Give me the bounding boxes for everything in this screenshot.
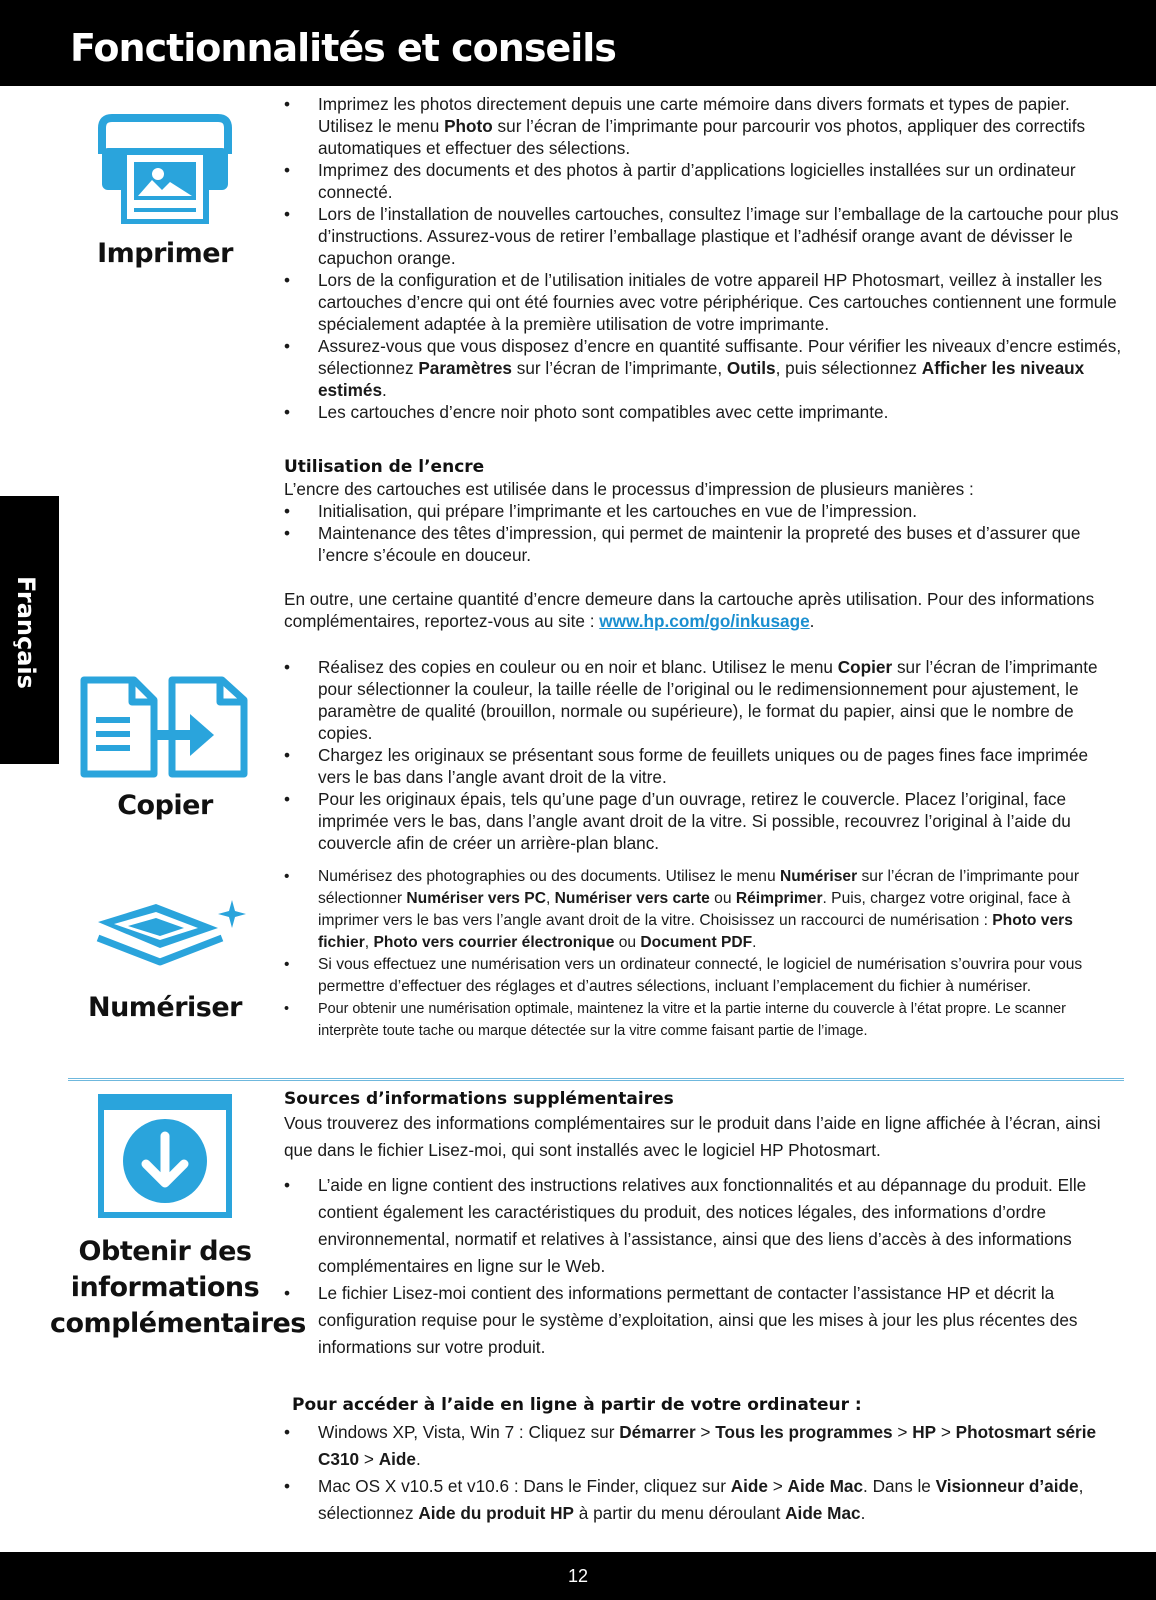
online-help-mac: • Mac OS X v10.5 et v10.6 : Dans le Finder, cliquez sur Aide > Aide Mac. Dans le Visionneur d’aide, sélectionnez Aide du produit HP à partir du menu déroulant Aide Mac. [284,1473,1124,1527]
info-bullet-2: • Le fichier Lisez-moi contient des informations permettant de contacter l’assistance HP et décrit la configuration requise pour le système d’exploitation, ainsi que les mises à jour les plus récentes des informations sur votre produit. [284,1280,1124,1361]
scan-bullet-3: • Pour obtenir une numérisation optimale, maintenez la vitre et la partie interne du couvercle à l’état propre. Le scanner interprète toute tache ou marque détectée sur la vitre comme faisant partie de l’image. [284,998,1124,1042]
copy-label: Copier [117,790,213,821]
ink-bullet-2: • Maintenance des têtes d’impression, qui permet de maintenir la propreté des buses et d’assurer que l’encre s’écoule en douceur. [284,522,1124,566]
copy-bullet-3: • Pour les originaux épais, tels qu’une page d’un ouvrage, retirez le couvercle. Placez l’original, face imprimée vers le bas, dans l’angle avant droit de la vitre. Si possible, recouvrez l’original à l’aide du couvercle afin de créer un arrière-plan blanc. [284,788,1124,854]
scanner-icon [94,900,254,976]
download-info-icon [98,1094,232,1218]
language-tab [0,496,59,764]
info-section [284,1088,1124,1361]
print-bullet-3: • Lors de l’installation de nouvelles cartouches, consultez l’image sur l’emballage de la cartouche pour plus d’instructions. Assurez-vous de retirer l’emballage plastique et l’adhésif orange avant de dévisser le capuchon orange. [284,203,1124,269]
online-help-heading: Pour accéder à l’aide en ligne à partir de votre ordinateur : [292,1395,862,1415]
print-label: Imprimer [97,238,233,269]
info-bullet-1: • L’aide en ligne contient des instructions relatives aux fonctionnalités et au dépannage du produit. Elle contient également les caractéristiques du produit, des notices légales, des informations d’ordre environnemental, normatif et relatives à l’assistance, ainsi que des liens d’accès à des informations complémentaires en ligne sur le Web. [284,1172,1124,1280]
ink-usage-intro: L’encre des cartouches est utilisée dans le processus d’impression de plusieurs manières : [284,479,974,499]
ink-bullet-1: • Initialisation, qui prépare l’imprimante et les cartouches en vue de l’impression. [284,500,1124,522]
scan-bullet-1: • Numérisez des photographies ou des documents. Utilisez le menu Numériser sur l’écran de l’imprimante pour sélectionner Numériser vers PC, Numériser vers carte ou Réimprimer. Puis, chargez votre original, face à imprimer vers le bas vers l’angle avant droit de la vitre. Choisissez un raccourci de numérisation : Photo vers fichier, Photo vers courrier électronique ou Document PDF. [284,866,1124,954]
ink-usage-heading: Utilisation de l’encre [284,457,485,477]
print-section [284,93,1124,423]
print-bullet-5: • Assurez-vous que vous disposez d’encre en quantité suffisante. Pour vérifier les niveaux d’encre estimés, sélectionnez Paramètres sur l’écran de l’imprimante, Outils, puis sélectionnez Afficher les niveaux estimés. [284,335,1124,401]
print-bullet-6: • Les cartouches d’encre noir photo sont compatibles avec cette imprimante. [284,401,1124,423]
print-bullet-4: • Lors de la configuration et de l’utilisation initiales de votre appareil HP Photosmart, veillez à installer les cartouches d’encre qui ont été fournies avec votre périphérique. Ces cartouches contiennent une formule spécialement adaptée à la première utilisation de votre imprimante. [284,269,1124,335]
footer-bar [0,1552,1156,1600]
scan-label: Numériser [87,992,243,1023]
copy-bullet-1: • Réalisez des copies en couleur ou en noir et blanc. Utilisez le menu Copier sur l’écran de l’imprimante pour sélectionner la couleur, la taille réelle de l’original ou le redimensionnement pour ajustement, le paramètre de qualité (brouillon, normale ou supérieure), le format du papier, ainsi que le nombre de copies. [284,656,1124,744]
scan-section [284,866,1124,1042]
info-heading: Sources d’informations supplémentaires [284,1089,674,1109]
scan-bullet-2: • Si vous effectuez une numérisation vers un ordinateur connecté, le logiciel de numérisation s’ouvrira pour vous permettre d’effectuer des réglages et d’autres sélections, incluant l’emplacement du fichier à numériser. [284,954,1124,998]
print-bullet-2: • Imprimez des documents et des photos à partir d’applications logicielles installées sur un ordinateur connecté. [284,159,1124,203]
ink-usage-extra: En outre, une certaine quantité d’encre demeure dans la cartouche après utilisation. Pour des informations complémentaires, reportez-vous au site : www.hp.com/go/inkusage. [284,589,1095,631]
info-intro: Vous trouverez des informations complémentaires sur le produit dans l’aide en ligne affichée à l’écran, ainsi que dans le fichier Lisez-moi, qui sont installés avec le logiciel HP Photosmart. [284,1113,1101,1160]
info-label-line-3: complémentaires [50,1308,306,1339]
info-label-line-2: informations [70,1272,260,1303]
section-divider [68,1078,1124,1081]
printer-icon [96,114,234,224]
inkusage-link[interactable]: www.hp.com/go/inkusage [599,611,810,631]
print-bullet-1: • Imprimez les photos directement depuis une carte mémoire dans divers formats et types de papier. Utilisez le menu Photo sur l’écran de l’imprimante pour parcourir vos photos, appliquer des correctifs automatiques et effectuer des sélections. [284,93,1124,159]
info-label [50,1234,306,1342]
copy-documents-icon [80,676,250,778]
page-title: Fonctionnalités et conseils [70,26,616,70]
copy-bullet-2: • Chargez les originaux se présentant sous forme de feuillets uniques ou de pages fines face imprimée vers le bas dans l’angle avant droit de la vitre. [284,744,1124,788]
online-help-windows: • Windows XP, Vista, Win 7 : Cliquez sur Démarrer > Tous les programmes > HP > Photosmart série C310 > Aide. [284,1419,1124,1473]
ink-usage-section [284,456,1124,632]
online-help-section [284,1392,1124,1527]
copy-section [284,656,1124,854]
header-bar [0,0,1156,86]
language-tab-label: Français [12,576,40,689]
page-number: 12 [567,1566,589,1586]
info-label-line-1: Obtenir des [78,1236,252,1267]
